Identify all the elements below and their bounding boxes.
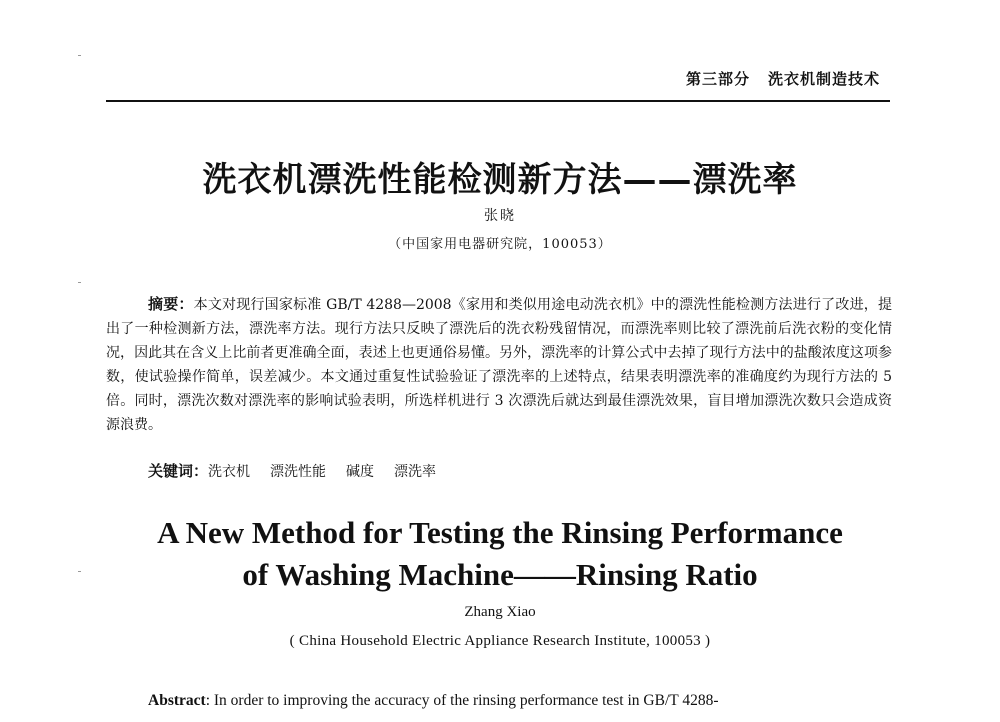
scan-edge-mark bbox=[78, 282, 81, 283]
english-title-line: of Washing Machine——Rinsing Ratio bbox=[242, 557, 758, 592]
english-title bbox=[0, 512, 1000, 596]
english-author: Zhang Xiao bbox=[464, 604, 536, 620]
chinese-keywords bbox=[148, 460, 456, 481]
english-abstract-label: Abstract bbox=[148, 692, 206, 709]
header-rule bbox=[106, 100, 890, 102]
keyword: 洗衣机 bbox=[208, 464, 251, 480]
header-section-title: 洗衣机制造技术 bbox=[767, 70, 880, 88]
chinese-abstract bbox=[106, 292, 892, 437]
chinese-abstract-text: 本文对现行国家标准 GB/T 4288—2008《家用和类似用途电动洗衣机》中的漂洗性能检测方法进行了改进，提出了一种检测新方法，漂洗率方法。现行方法只反映了漂洗后的洗衣粉残留情况，而漂洗率则比较了漂洗前后洗衣粉的变化情况，因此其在含义上比前者更准确全面，表述上也更通俗易懂。另外，漂洗率的计算公式中去掉了现行方法中的盐酸浓度这项参数，使试验操作简单，误差减少。本文通过重复性试验验证了漂洗率的上述特点，结果表明漂洗率的准确度约为现行方法的 5 倍。同时，漂洗次数对漂洗率的影响试验表明，所选样机进行 3 次漂洗后就达到最佳漂洗效果，盲目增加漂洗次数只会造成资源浪费。 bbox=[106, 297, 892, 433]
header-part: 第三部分 bbox=[685, 70, 750, 88]
english-abstract bbox=[148, 692, 892, 710]
scan-edge-mark bbox=[78, 55, 81, 56]
english-title-line: A New Method for Testing the Rinsing Performance bbox=[157, 515, 843, 550]
chinese-affiliation: （中国家用电器研究院，100053） bbox=[388, 237, 612, 252]
chinese-author: 张晓 bbox=[484, 208, 516, 224]
english-affiliation: ( China Household Electric Appliance Research Institute, 100053 ) bbox=[289, 633, 711, 649]
running-header bbox=[686, 68, 880, 89]
keyword: 碱度 bbox=[346, 464, 375, 480]
keyword: 漂洗率 bbox=[394, 464, 437, 480]
chinese-abstract-label: 摘要： bbox=[148, 295, 194, 313]
chinese-keywords-label: 关键词： bbox=[148, 462, 209, 480]
keyword: 漂洗性能 bbox=[270, 464, 327, 480]
english-abstract-text: : In order to improving the accuracy of the rinsing performance test in GB/T 4288- bbox=[205, 692, 719, 709]
chinese-title: 洗衣机漂洗性能检测新方法——漂洗率 bbox=[202, 160, 798, 200]
